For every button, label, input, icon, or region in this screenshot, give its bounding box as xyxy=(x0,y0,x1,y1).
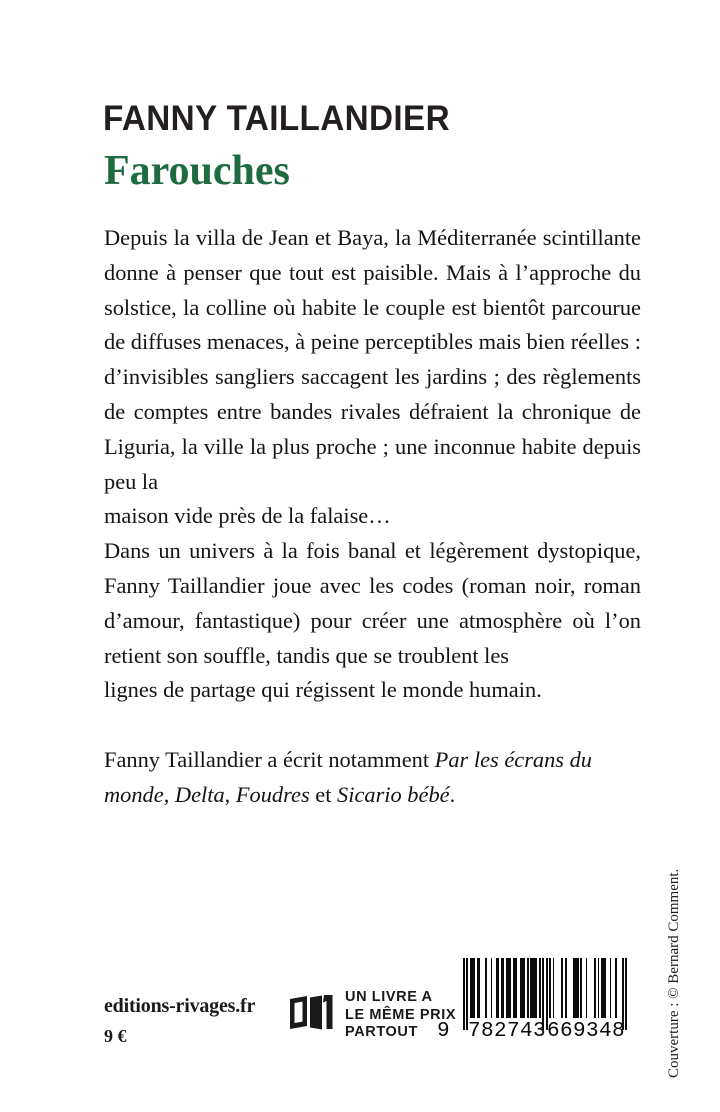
blurb-text-block xyxy=(104,221,641,813)
bibliography-intro: Fanny Taillandier a écrit notamment xyxy=(104,746,435,772)
barcode-bar xyxy=(549,958,551,1018)
barcode-bar xyxy=(615,958,617,1018)
barcode-bar xyxy=(501,958,504,1018)
bibliography-separator-3: et xyxy=(309,781,338,807)
barcode-bar xyxy=(565,958,567,1018)
barcode-bar xyxy=(506,958,511,1018)
price-label: 9 € xyxy=(104,1026,127,1046)
barcode-bar xyxy=(491,958,493,1018)
work-title-4: Sicario bébé xyxy=(337,781,450,807)
work-title-1: Par les écrans du monde xyxy=(104,746,593,807)
single-price-line-1: UN LIVRE A xyxy=(345,989,433,1005)
book-title: Farouches xyxy=(104,148,290,194)
bibliography-suffix: . xyxy=(449,781,456,807)
barcode-bar xyxy=(561,958,563,1018)
work-title-3: Foudres xyxy=(235,781,310,807)
isbn-barcode xyxy=(437,958,627,1052)
work-title-2: Delta xyxy=(174,781,225,807)
barcode-bar xyxy=(527,958,529,1018)
blurb-paragraph-2-last-line: lignes de partage qui régissent le monde humain. xyxy=(104,677,542,703)
barcode-bar xyxy=(485,958,487,1018)
barcode-bar xyxy=(580,958,582,1018)
author-name: FANNY TAILLANDIER xyxy=(103,99,450,138)
barcode-bar xyxy=(470,958,475,1018)
blurb-paragraph-1: Depuis la villa de Jean et Baya, la Méditerranée scintillante donne à penser que tout est paisible. Mais à l’approche du solstice, la colline où habite le couple est bientôt parcourue de diffuses menaces, à peine perceptibles mais bien réelles : d’invisibles sangliers saccagent les jardins ; des règlements de comptes entre bandes rivales défraient la chronique de Liguria, la ville la plus proche ; une inconnue habite depuis peu la xyxy=(104,225,641,494)
barcode-bar xyxy=(610,958,612,1018)
barcode-bar xyxy=(530,958,537,1018)
bibliography-separator-2: , xyxy=(224,781,236,807)
barcode-group-1: 782743 xyxy=(468,1020,547,1043)
open-book-zero-one-icon xyxy=(288,993,336,1033)
barcode-bar xyxy=(594,958,596,1018)
single-price-logo xyxy=(288,989,458,1051)
blurb-paragraph-2: Dans un univers à la fois banal et légèrement dystopique, Fanny Taillandier joue avec les codes (roman noir, roman d’amour, fantastique) pour créer une atmosphère où l’on retient son souffle, tandis que se troublent les xyxy=(104,538,641,668)
blurb-paragraph-1-last-line: maison vide près de la falaise… xyxy=(104,503,391,529)
bibliography-separator-1: , xyxy=(163,781,175,807)
barcode-bar xyxy=(553,958,555,1018)
barcode-bar xyxy=(539,958,541,1018)
barcode-lead-digit: 9 xyxy=(437,1020,451,1043)
barcode-bar xyxy=(520,958,525,1018)
single-price-line-2: LE MÊME PRIX xyxy=(345,1006,457,1023)
barcode-bar xyxy=(601,958,606,1018)
blurb-paragraph-3 xyxy=(104,743,641,813)
barcode-bar xyxy=(513,958,516,1018)
barcode-bar xyxy=(496,958,499,1018)
publisher-website[interactable]: editions-rivages.fr xyxy=(104,995,256,1017)
barcode-bar xyxy=(598,958,600,1018)
barcode-bar xyxy=(573,958,578,1018)
barcode-bar xyxy=(477,958,480,1018)
barcode-group-2: 669348 xyxy=(547,1020,626,1043)
barcode-bar xyxy=(586,958,588,1018)
paragraph-spacer xyxy=(104,708,641,743)
single-price-line-3: PARTOUT xyxy=(345,1024,418,1040)
cover-credit-text: Couverture : © Bernard Comment. xyxy=(666,868,682,1078)
barcode-digits xyxy=(437,1020,627,1046)
